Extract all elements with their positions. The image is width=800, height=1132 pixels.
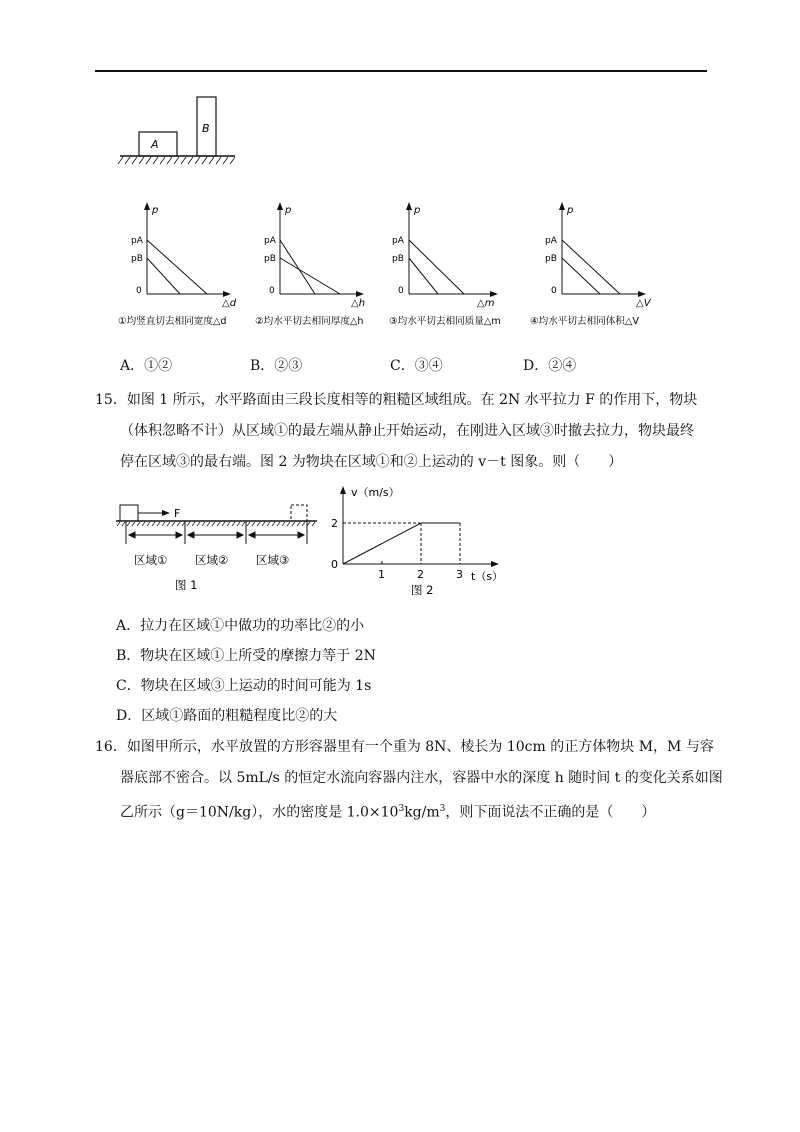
curve-b — [409, 258, 438, 294]
curve-b — [280, 258, 340, 294]
q15-line-2 — [95, 416, 697, 447]
figure-1-road — [112, 498, 327, 598]
pa-label: pA — [545, 236, 557, 246]
zone-arrows — [129, 532, 304, 538]
pressure-graph-3 — [387, 200, 527, 335]
q16-stem — [95, 732, 723, 829]
q16-line-3-a: 乙所示（g＝10N/kg），水的密度是 1.0×10 — [120, 804, 399, 821]
q15-line-1: 15．如图 1 所示，水平路面由三段长度相等的粗糙区域组成。在 2N 水平拉力 F 的作用下，物块 — [95, 392, 698, 408]
force-arrow-head — [162, 510, 170, 516]
y-tick-label: 2 — [331, 517, 338, 530]
pa-label: pA — [392, 236, 404, 246]
pressure-graph-1 — [110, 200, 250, 335]
caption: ④均水平切去相同体积△V — [530, 316, 639, 327]
origin-label: 0 — [136, 286, 142, 296]
x-axis-label: t（s） — [471, 570, 504, 583]
y-arrow — [144, 202, 150, 210]
y-axis-label: v（m/s） — [351, 486, 400, 499]
pb-label: pB — [131, 254, 143, 264]
x-label: △d — [222, 298, 237, 309]
road-hatch — [117, 522, 315, 526]
y-label: p — [567, 205, 574, 216]
x-arrow — [223, 291, 231, 297]
y-axis-arrow — [340, 486, 346, 494]
curve-a — [280, 240, 315, 294]
q15-option-c[interactable]: C．物块在区域③上运动的时间可能为 1s — [116, 678, 372, 694]
q14-option-c[interactable]: C．③④ — [390, 358, 443, 374]
zone-1-label: 区域① — [134, 553, 168, 567]
q14-option-d[interactable]: D．②④ — [523, 358, 577, 374]
x-label: △h — [351, 298, 366, 309]
ghost-block — [291, 505, 307, 521]
origin-label: 0 — [551, 286, 557, 296]
curve-b — [147, 258, 180, 294]
caption: ③均水平切去相同质量△m — [389, 316, 501, 327]
ground-hatch — [118, 157, 235, 164]
y-label: p — [285, 205, 292, 216]
y-arrow — [559, 202, 565, 210]
zone-2-label: 区域② — [195, 553, 229, 567]
q16-line-3-c: ，则下面说法不正确的是（ ） — [445, 804, 656, 821]
zone-3-label: 区域③ — [256, 553, 290, 567]
velocity-series-line — [343, 523, 460, 564]
curve-a — [147, 240, 207, 294]
caption: ①均竖直切去相同宽度△d — [118, 316, 227, 327]
q16-line-2-text: 器底部不密合。以 5mL/s 的恒定水流向容器内注水，容器中水的深度 h 随时间 t 的变化关系如图 — [120, 770, 723, 786]
q16-sup-2: 3 — [439, 804, 446, 814]
curve-b — [562, 258, 600, 294]
q15-option-b[interactable]: B．物块在区域①上所受的摩擦力等于 2N — [116, 648, 376, 664]
x-tick-label-2: 2 — [417, 568, 424, 581]
y-arrow — [277, 202, 283, 210]
pa-label: pA — [131, 236, 143, 246]
block — [120, 505, 138, 521]
q15-option-a[interactable]: A．拉力在区域①中做功的功率比②的小 — [116, 618, 365, 634]
q14-option-a[interactable]: A．①② — [120, 358, 173, 374]
figure-2-vt-chart — [325, 478, 525, 598]
figure-2-caption: 图 2 — [411, 583, 434, 597]
x-arrow — [638, 291, 646, 297]
origin-label: 0 — [269, 286, 275, 296]
y-label: p — [152, 205, 159, 216]
q16-line-3 — [95, 794, 723, 829]
x-label: △m — [477, 298, 495, 309]
x-label: △V — [636, 298, 651, 309]
pressure-graph-4 — [530, 200, 680, 335]
q15-option-d[interactable]: D．区域①路面的粗糙程度比②的大 — [116, 708, 338, 724]
pressure-graph-2 — [253, 200, 388, 335]
figure-1-caption: 图 1 — [175, 578, 198, 592]
y-arrow — [406, 202, 412, 210]
q16-line-3-b: kg/m — [404, 804, 440, 821]
header-rule — [95, 70, 707, 72]
q16-sup-1: 3 — [398, 804, 405, 814]
q15-line-3 — [95, 447, 697, 478]
x-axis-arrow — [491, 561, 499, 567]
force-label: F — [174, 507, 181, 520]
pa-label: pA — [264, 236, 276, 246]
pb-label: pB — [545, 254, 557, 264]
pb-label: pB — [264, 254, 276, 264]
caption: ②均水平切去相同厚度△h — [255, 316, 364, 327]
curve-a — [409, 240, 464, 294]
q15-line-2-text: （体积忽略不计）从区域①的最左端从静止开始运动，在刚进入区域③时撤去拉力，物块最终 — [120, 423, 694, 439]
x-arrow — [356, 291, 364, 297]
x-arrow — [490, 291, 498, 297]
x-tick-label-1: 1 — [378, 568, 385, 581]
q16-line-2 — [95, 763, 723, 794]
blocks-figure — [115, 90, 245, 170]
label-b: B — [202, 122, 210, 135]
y-label: p — [414, 205, 421, 216]
q15-line-3-text: 停在区域③的最右端。图 2 为物块在区域①和②上运动的 v－t 图象。则（ ） — [120, 454, 623, 470]
q16-line-1: 16．如图甲所示，水平放置的方形容器里有一个重为 8N、棱长为 10cm 的正方体物块 M，M 与容 — [95, 739, 714, 755]
pb-label: pB — [392, 254, 404, 264]
q14-option-b[interactable]: B．②③ — [250, 358, 303, 374]
q15-stem — [95, 385, 697, 478]
x-tick-label-3: 3 — [456, 568, 463, 581]
label-a: A — [151, 138, 159, 151]
origin-label: 0 — [331, 558, 338, 571]
origin-label: 0 — [398, 286, 404, 296]
